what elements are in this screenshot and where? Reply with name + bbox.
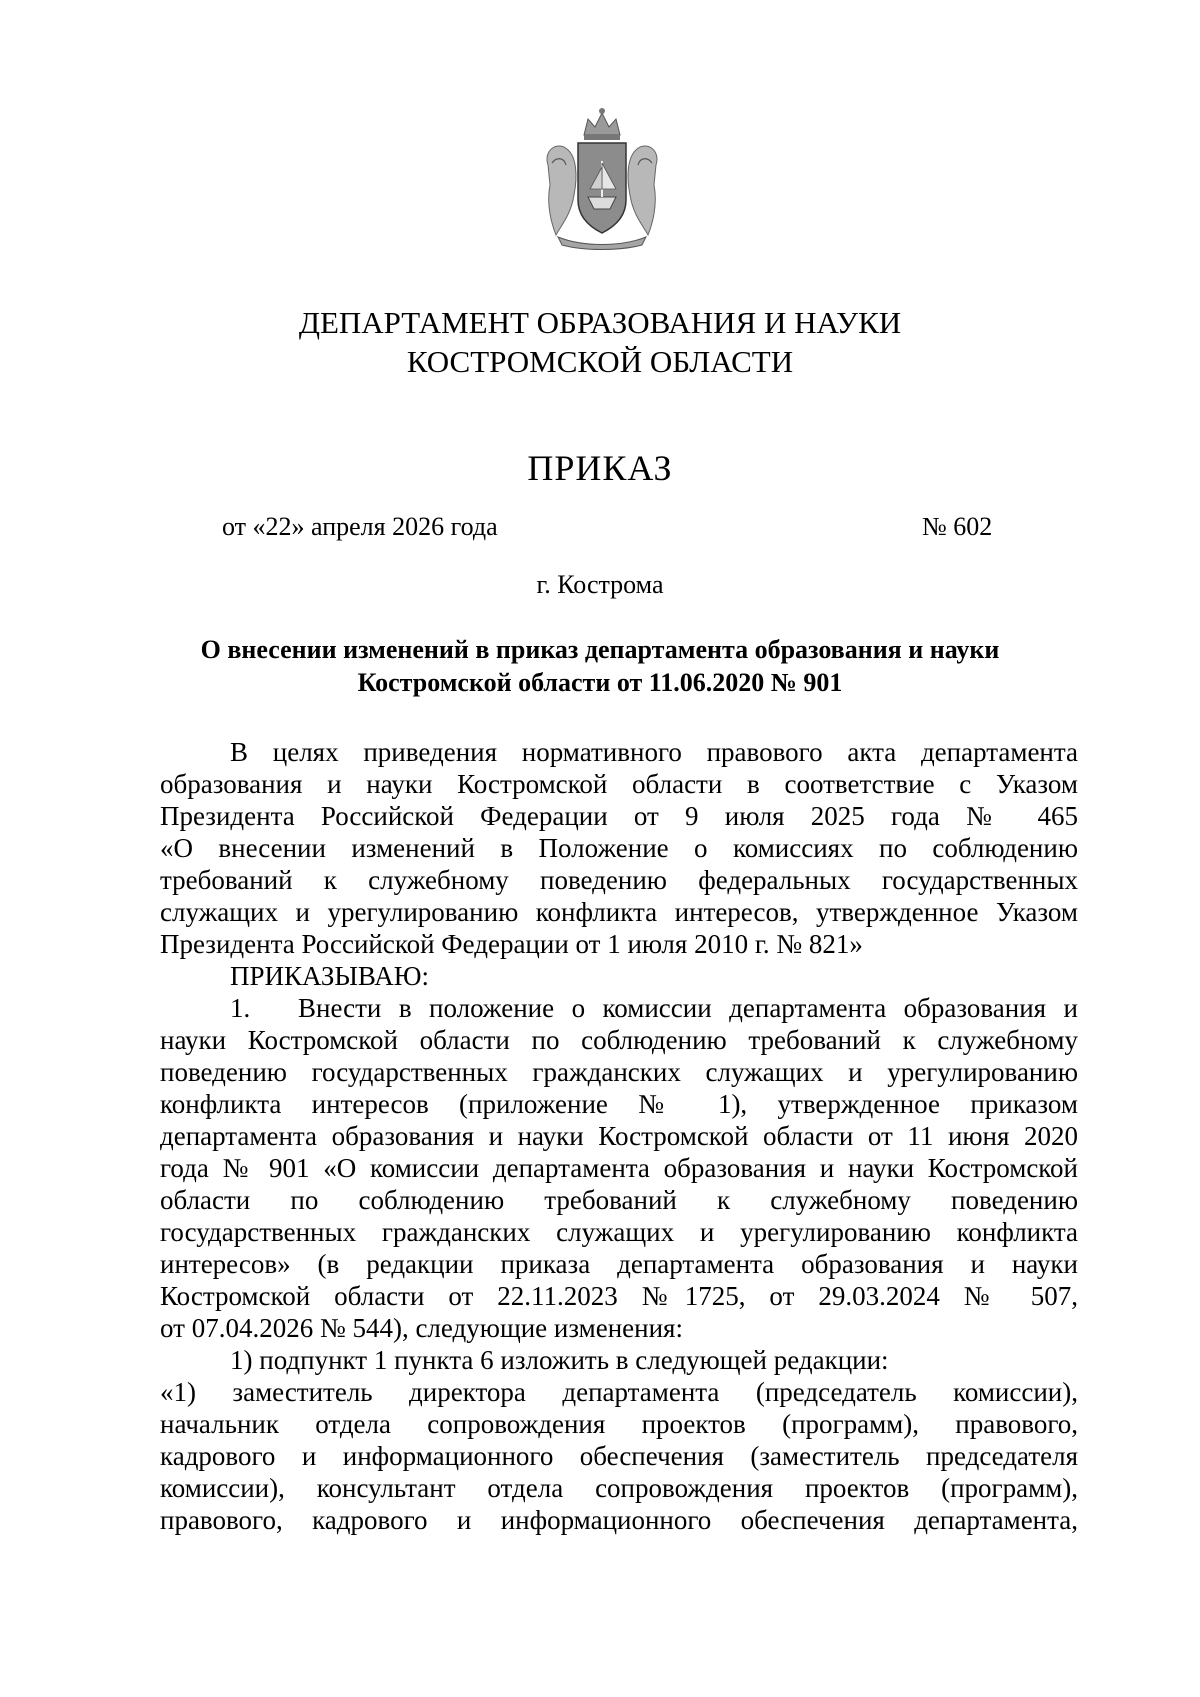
body-line: области по соблюдению требований к служебному поведению [160, 1185, 1078, 1215]
body-line: «О внесении изменений в Положение о комиссиях по соблюдению [160, 833, 1078, 863]
item-number: 1. [230, 993, 251, 1023]
body-line: требований к служебному поведению федеральных государственных [160, 865, 1078, 895]
department-name-line1: ДЕПАРТАМЕНТ ОБРАЗОВАНИЯ И НАУКИ [298, 305, 902, 340]
body-line: интересов» (в редакции приказа департамента образования и науки [160, 1249, 1078, 1279]
document-type-title: ПРИКАЗ [527, 448, 673, 488]
body-line: года № 901 «О комиссии департамента образования и науки Костромской [160, 1153, 1078, 1183]
document-date: от «22» апреля 2026 года [222, 512, 498, 541]
document-number: № 602 [922, 512, 993, 541]
subitem-line: 1) подпункт 1 пункта 6 изложить в следующей редакции: [230, 1345, 889, 1375]
body-line: служащих и урегулированию конфликта интересов, утвержденное Указом [160, 897, 1078, 927]
body-line: начальник отдела сопровождения проектов (программ), правового, [160, 1409, 1078, 1439]
document-city: г. Кострома [536, 570, 664, 599]
body-line: кадрового и информационного обеспечения (заместитель председателя [160, 1441, 1078, 1471]
body-line: Президента Российской Федерации от 1 июля 2010 г. № 821» [160, 929, 863, 959]
body-line: государственных гражданских служащих и урегулированию конфликта [160, 1217, 1078, 1247]
body-line: Президента Российской Федерации от 9 июля 2025 года № 465 [160, 801, 1078, 831]
body-line: департамента образования и науки Костромской области от 11 июня 2020 [160, 1121, 1078, 1151]
body-line: правового, кадрового и информационного обеспечения департамента, [160, 1505, 1078, 1535]
subject-line2: Костромской области от 11.06.2020 № 901 [357, 668, 843, 697]
subject-line1: О внесении изменений в приказ департамента образования и науки [200, 635, 1000, 664]
body-line: Внести в положение о комиссии департамента образования и [298, 993, 1078, 1023]
body-line: образования и науки Костромской области в соответствие с Указом [160, 769, 1078, 799]
order-word: ПРИКАЗЫВАЮ: [230, 961, 429, 991]
body-line: В целях приведения нормативного правового акта департамента [230, 737, 1078, 767]
body-line: науки Костромской области по соблюдению требований к служебному [160, 1025, 1078, 1055]
body-line: «1) заместитель директора департамента (председатель комиссии), [160, 1377, 1078, 1407]
department-name-line2: КОСТРОМСКОЙ ОБЛАСТИ [406, 344, 794, 379]
body-line: поведению государственных гражданских служащих и урегулированию [160, 1057, 1078, 1087]
body-line: комиссии), консультант отдела сопровождения проектов (программ), [160, 1473, 1078, 1503]
body-line: конфликта интересов (приложение № 1), утвержденное приказом [160, 1089, 1078, 1119]
body-line: от 07.04.2026 № 544), следующие изменения: [160, 1313, 683, 1343]
body-line: Костромской области от 22.11.2023 №1725, от 29.03.2024 № 507, [160, 1281, 1078, 1311]
coat-of-arms-icon [538, 105, 666, 250]
